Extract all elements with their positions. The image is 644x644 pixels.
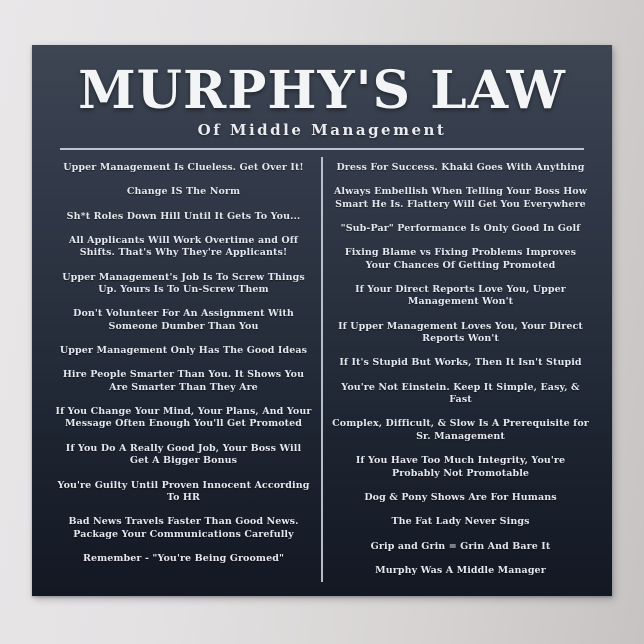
poster-subtitle: Of Middle Management — [197, 121, 447, 139]
law-item: If It's Stupid But Works, Then It Isn't Stupid — [339, 357, 582, 369]
law-item: "Sub-Par" Performance Is Only Good In Golf — [340, 223, 581, 235]
law-item: If Upper Management Loves You, Your Direct Reports Won't — [338, 320, 583, 345]
law-item: Remember - "You're Being Groomed" — [82, 552, 285, 564]
title-underline — [60, 148, 584, 150]
right-column — [323, 157, 598, 582]
law-item: Always Embellish When Telling Your Boss How Smart He Is. Flattery Will Get You Everywhere — [333, 186, 588, 210]
law-item: Dog & Pony Shows Are For Humans — [364, 491, 557, 503]
law-item: You're Not Einstein. Keep It Simple, Easy, & Fast — [341, 381, 580, 406]
law-item: If You Do A Really Good Job, Your Boss Will Get A Bigger Bonus — [65, 442, 302, 467]
law-item: Upper Management's Job Is To Screw Things Up. Yours Is To Un-Screw Them — [62, 271, 305, 296]
law-item: You're Guilty Until Proven Innocent According To HR — [57, 479, 310, 503]
laws-section — [46, 157, 598, 582]
law-item: Upper Management Is Clueless. Get Over It! — [63, 162, 304, 173]
law-item: The Fat Lady Never Sings — [391, 516, 530, 528]
law-item: If You Have Too Much Integrity, You're Probably Not Promotable — [355, 455, 566, 479]
poster-title: MURPHY'S LAW — [78, 60, 566, 121]
poster — [32, 45, 612, 596]
law-item: Bad News Travels Faster Than Good News. Package Your Communications Carefully — [68, 516, 299, 540]
law-item: Sh*t Roles Down Hill Until It Gets To You... — [66, 210, 301, 222]
law-item: Change IS The Norm — [126, 186, 241, 198]
law-item: Don't Volunteer For An Assignment With Someone Dumber Than You — [73, 308, 294, 332]
left-column — [46, 157, 321, 582]
law-item: If You Change Your Mind, Your Plans, And Your Message Often Enough You'll Get Promoted — [55, 406, 312, 430]
law-item: Upper Management Only Has The Good Ideas — [59, 345, 308, 357]
law-item: If Your Direct Reports Love You, Upper Management Won't — [355, 284, 566, 308]
law-item: Grip and Grin = Grin And Bare It — [370, 540, 551, 552]
law-item: Fixing Blame vs Fixing Problems Improves Your Chances Of Getting Promoted — [344, 247, 577, 271]
law-item: All Applicants Will Work Overtime and Off Shifts. That's Why They're Applicants! — [68, 235, 299, 259]
law-item: Hire People Smarter Than You. It Shows You Are Smarter Than They Are — [62, 369, 305, 393]
law-item: Murphy Was A Middle Manager — [375, 564, 546, 576]
law-item: Dress For Success. Khaki Goes With Anything — [336, 162, 585, 173]
law-item: Complex, Difficult, & Slow Is A Prerequisite for Sr. Management — [332, 418, 589, 442]
